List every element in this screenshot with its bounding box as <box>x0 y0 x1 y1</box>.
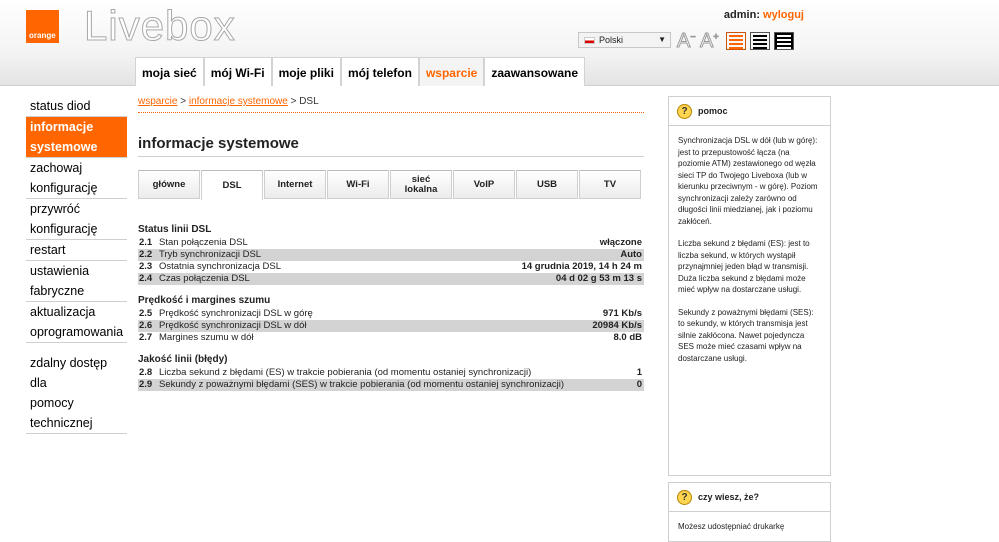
row-value: 20984 Kb/s <box>592 320 642 331</box>
tab-wsparcie[interactable]: wsparcie <box>419 57 484 86</box>
help-text: jest to przepustowość łącza (na poziomie ATM) zestawionego od węzła sieci TP do Twojego Liveboxa (lub w kierunku przeciwnym - w górę). Poziom synchronizacji zależy zarówno od długości linii miedzianej, jak i poziomu zakłóceń. <box>678 147 818 226</box>
sidebar-item-przywroc-konfiguracje[interactable] <box>26 199 127 240</box>
row-number: 2.8 <box>139 367 153 378</box>
sidebar-item-label: informacje <box>30 120 94 134</box>
breadcrumb-link-wsparcie[interactable]: wsparcie <box>138 96 178 107</box>
help-body <box>669 126 830 364</box>
row-value: 971 Kb/s <box>602 308 642 319</box>
row-number: 2.7 <box>139 332 153 343</box>
breadcrumb <box>138 96 644 113</box>
sidebar-item-label: fabryczne <box>30 284 85 298</box>
row-number: 2.1 <box>139 237 153 248</box>
sidebar-item-label: technicznej <box>30 416 93 430</box>
orange-logo[interactable] <box>26 10 59 43</box>
sidebar-item-zdalny-dostep[interactable] <box>26 353 127 434</box>
subtab-label: główne <box>152 178 186 190</box>
help-text: Synchronizacja DSL w dół (lub w górę): <box>678 136 818 145</box>
sidebar-item-label: oprogramowania <box>30 325 124 339</box>
chevron-down-icon: ▼ <box>658 35 666 44</box>
subtab-tv[interactable] <box>579 170 641 199</box>
tab-moje-pliki[interactable]: moje pliki <box>272 57 341 86</box>
sidebar-item-label: przywróć <box>30 202 81 216</box>
tab-moj-telefon[interactable]: mój telefon <box>341 57 419 86</box>
table-row <box>138 308 644 320</box>
row-label: Prędkość synchronizacji DSL w dół <box>159 320 307 331</box>
row-number: 2.9 <box>139 379 153 390</box>
row-value: 14 grudnia 2019, 14 h 24 m <box>521 261 642 272</box>
font-decrease-icon[interactable]: A− <box>677 30 696 52</box>
row-number: 2.2 <box>139 249 153 260</box>
breadcrumb-separator: > <box>287 96 300 107</box>
table-row <box>138 379 644 391</box>
table-row <box>138 320 644 332</box>
section-title: Prędkość i margines szumu <box>138 295 271 306</box>
sidebar-item-label: aktualizacja <box>30 305 96 319</box>
breadcrumb-separator: > <box>177 96 189 107</box>
page-title: informacje systemowe <box>138 135 644 157</box>
dsl-info-sections <box>138 218 644 391</box>
row-label: Tryb synchronizacji DSL <box>159 249 262 260</box>
row-label: Ostatnia synchronizacja DSL <box>159 261 281 272</box>
orange-theme-icon[interactable] <box>726 32 746 50</box>
subtab-wifi[interactable] <box>327 170 389 199</box>
row-label: Prędkość synchronizacji DSL w górę <box>159 308 313 319</box>
subtab-label-line: lokalna <box>404 183 438 195</box>
did-you-know-title: czy wiesz, że? <box>698 492 760 502</box>
sidebar-item-label: konfigurację <box>30 222 98 236</box>
help-text: Sekundy z poważnymi błędami (SES): to sekundy, w których transmisja jest silnie zakłócona. Nawet pojedyncza SES może mieć czasami wpływ na dostarczane usługi. <box>678 307 814 363</box>
logout-link[interactable]: wyloguj <box>763 9 804 21</box>
tab-moja-siec[interactable]: moja sieć <box>135 57 204 86</box>
help-text: Liczba sekund z błędami (ES): jest to liczba sekund, w których wystąpił przynajmniej jeden błąd w transmisji. Duża liczba sekund z błędami może mieć wpływ na dostarczane usługi. <box>678 239 810 294</box>
sidebar-item-label: status diod <box>30 99 91 113</box>
language-select[interactable] <box>578 32 671 48</box>
table-row <box>138 261 644 273</box>
table-row <box>138 249 644 261</box>
subtab-label: USB <box>536 178 558 190</box>
did-you-know-header <box>669 483 830 512</box>
sidebar-item-label: restart <box>30 243 66 257</box>
section-title: Jakość linii (błędy) <box>138 354 228 365</box>
poland-flag-icon <box>584 37 595 44</box>
subtab-usb[interactable] <box>516 170 578 199</box>
row-label: Czas połączenia DSL <box>159 273 250 284</box>
tab-zaawansowane[interactable]: zaawansowane <box>484 57 585 86</box>
subtab-label: TV <box>603 178 617 190</box>
sidebar-item-status-diod[interactable] <box>26 96 127 117</box>
question-icon: ? <box>677 490 692 505</box>
language-value: Polski <box>599 35 624 45</box>
help-paragraph <box>678 307 821 365</box>
subtab-label: Internet <box>277 178 313 190</box>
sidebar-item-aktualizacja-oprogramowania[interactable] <box>26 302 127 343</box>
main-content <box>138 96 644 390</box>
row-number: 2.6 <box>139 320 153 331</box>
row-value: 0 <box>636 379 642 390</box>
header <box>0 0 999 86</box>
subtab-label <box>405 175 438 195</box>
row-number: 2.5 <box>139 308 153 319</box>
section-title: Status linii DSL <box>138 224 212 235</box>
dark-theme-icon[interactable] <box>774 32 794 50</box>
sidebar-item-label: ustawienia <box>30 264 90 278</box>
row-value: 04 d 02 g 53 m 13 s <box>555 273 642 284</box>
row-label: Sekundy z poważnymi błędami (SES) w trakcie pobierania (od momentu ostaniej synchronizacji) <box>159 379 564 390</box>
sidebar <box>26 96 127 434</box>
subtab-siec-lokalna[interactable] <box>390 170 452 199</box>
row-value: 8.0 dB <box>613 332 642 343</box>
subtab-label: Wi-Fi <box>346 178 370 190</box>
row-label: Liczba sekund z błędami (ES) w trakcie pobierania (od momentu ostaniej synchronizacji) <box>159 367 532 378</box>
subtab-dsl[interactable] <box>201 170 263 200</box>
breadcrumb-link-informacje[interactable]: informacje systemowe <box>188 96 288 107</box>
row-number: 2.3 <box>139 261 153 272</box>
subtab-label: DSL <box>222 179 242 191</box>
sidebar-item-ustawienia-fabryczne[interactable] <box>26 261 127 302</box>
sidebar-item-label: pomocy <box>30 396 74 410</box>
contrast-theme-icon[interactable] <box>750 32 770 50</box>
sidebar-item-informacje-systemowe[interactable] <box>26 117 127 158</box>
font-increase-icon[interactable]: A+ <box>700 30 719 52</box>
table-row <box>138 332 644 344</box>
row-label: Stan połączenia DSL <box>159 237 248 248</box>
table-row <box>138 273 644 285</box>
sidebar-item-label: systemowe <box>30 140 98 154</box>
question-icon: ? <box>677 104 692 119</box>
row-value: Auto <box>620 249 642 260</box>
row-number: 2.4 <box>139 273 153 284</box>
admin-label: admin: <box>723 9 760 21</box>
did-you-know-body: Możesz udostępniać drukarkę <box>678 522 785 531</box>
subtab-internet[interactable] <box>264 170 326 199</box>
main-tabs <box>135 57 585 86</box>
subtab-label: VoIP <box>473 178 495 190</box>
row-value: włączone <box>599 237 642 248</box>
subtab-glowne[interactable] <box>138 170 200 199</box>
help-title: pomoc <box>698 106 728 116</box>
sidebar-item-label: konfigurację <box>30 181 98 195</box>
livebox-brand: Livebox <box>84 2 236 49</box>
breadcrumb-current: DSL <box>299 96 319 107</box>
subtab-label-line: sieć <box>411 173 431 185</box>
help-panel <box>668 96 831 476</box>
subtab-voip[interactable] <box>453 170 515 199</box>
row-value: 1 <box>636 367 642 378</box>
help-paragraph <box>678 238 821 296</box>
sidebar-item-label: zdalny dostęp dla <box>30 356 108 390</box>
table-row <box>138 237 644 249</box>
info-subtabs <box>138 170 642 200</box>
did-you-know-panel <box>668 482 831 542</box>
tab-moj-wifi[interactable]: mój Wi-Fi <box>204 57 272 86</box>
logo-text: orange <box>29 31 56 40</box>
sidebar-item-restart[interactable] <box>26 240 127 261</box>
row-label: Margines szumu w dół <box>159 332 254 343</box>
table-row <box>138 367 644 379</box>
help-paragraph <box>678 135 821 227</box>
help-header <box>669 97 830 126</box>
admin-info <box>724 9 804 21</box>
sidebar-item-label: zachowaj <box>30 161 83 175</box>
sidebar-item-zachowaj-konfiguracje[interactable] <box>26 158 127 199</box>
